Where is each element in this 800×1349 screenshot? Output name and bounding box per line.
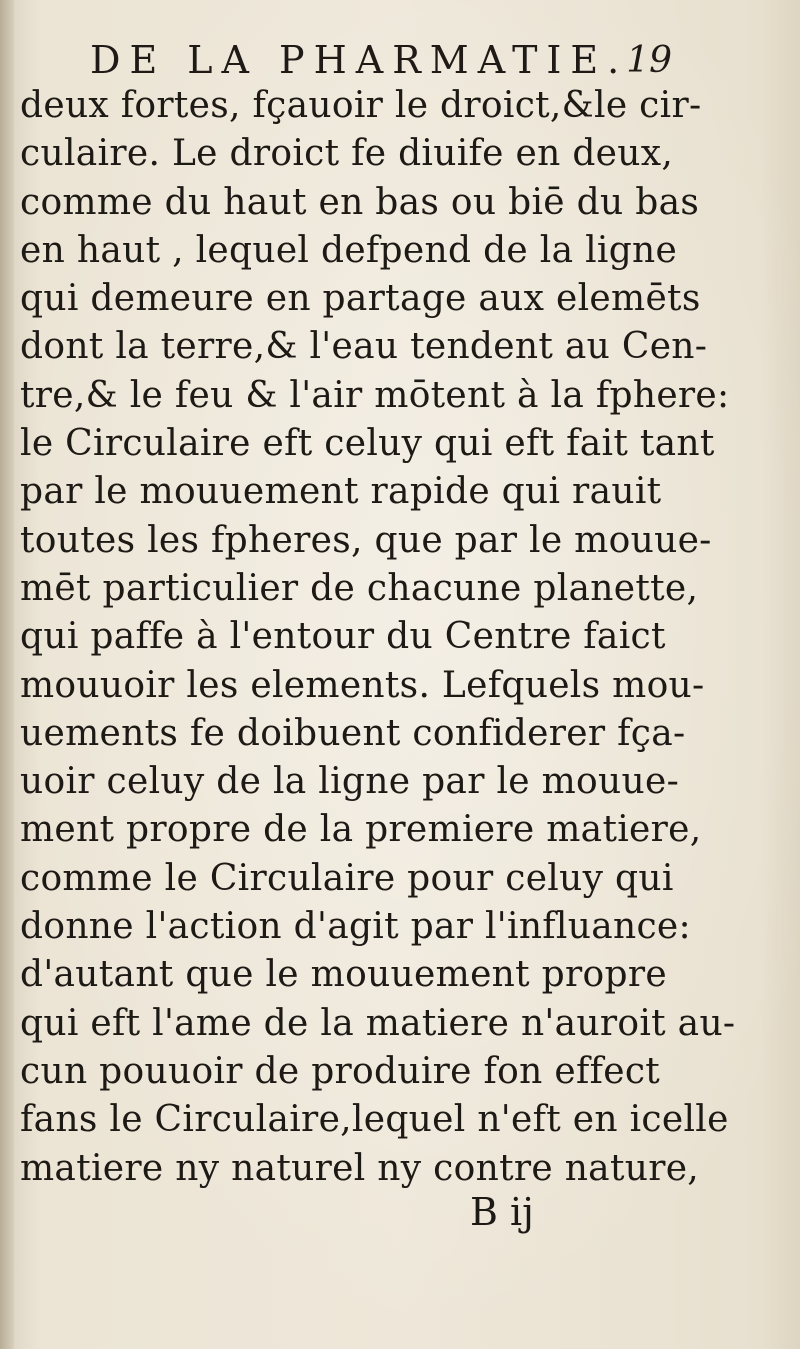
text-line: qui eft l'ame de la matiere n'auroit au-	[20, 1002, 736, 1044]
page-gutter	[0, 0, 14, 1349]
text-line: qui paffe à l'entour du Centre faict	[20, 616, 666, 658]
text-line: comme du haut en bas ou biē du bas	[20, 181, 700, 223]
text-line: culaire. Le droict fe diuife en deux,	[20, 133, 674, 175]
signature-mark: B ij	[470, 1190, 534, 1234]
body-text	[20, 82, 788, 1193]
text-line: donne l'action d'agit par l'influance:	[20, 906, 691, 948]
text-line: uoir celuy de la ligne par le mouue-	[20, 761, 680, 803]
text-line: dont la terre,& l'eau tendent au Cen-	[20, 326, 708, 368]
text-line: par le mouuement rapide qui rauit	[20, 471, 662, 513]
text-line: le Circulaire eft celuy qui eft fait tant	[20, 423, 715, 465]
text-line: deux fortes, fçauoir le droict,&le cir-	[20, 85, 702, 126]
text-line: uements fe doibuent confiderer fça-	[20, 712, 686, 754]
text-line: fans le Circulaire,lequel n'eft en icelle	[20, 1099, 729, 1141]
text-line: cun pouuoir de produire fon effect	[20, 1050, 661, 1092]
text-line: en haut , lequel defpend de la ligne	[20, 229, 678, 271]
text-line: toutes les fpheres, que par le mouue-	[20, 519, 712, 561]
running-head: DE LA PHARMATIE.	[90, 38, 629, 82]
text-line: matiere ny naturel ny contre nature,	[20, 1147, 700, 1189]
text-line: ment propre de la premiere matiere,	[20, 809, 702, 851]
text-line: qui demeure en partage aux elemēts	[20, 278, 701, 320]
text-line: d'autant que le mouuement propre	[20, 954, 667, 996]
page-number: 19	[626, 40, 672, 81]
text-line: tre,& le feu & l'air mōtent à la fphere:	[20, 374, 730, 416]
text-line: mouuoir les elements. Lefquels mou-	[20, 664, 705, 706]
text-line: comme le Circulaire pour celuy qui	[20, 857, 674, 899]
page-header	[90, 38, 690, 88]
text-line: mēt particulier de chacune planette,	[20, 567, 699, 609]
